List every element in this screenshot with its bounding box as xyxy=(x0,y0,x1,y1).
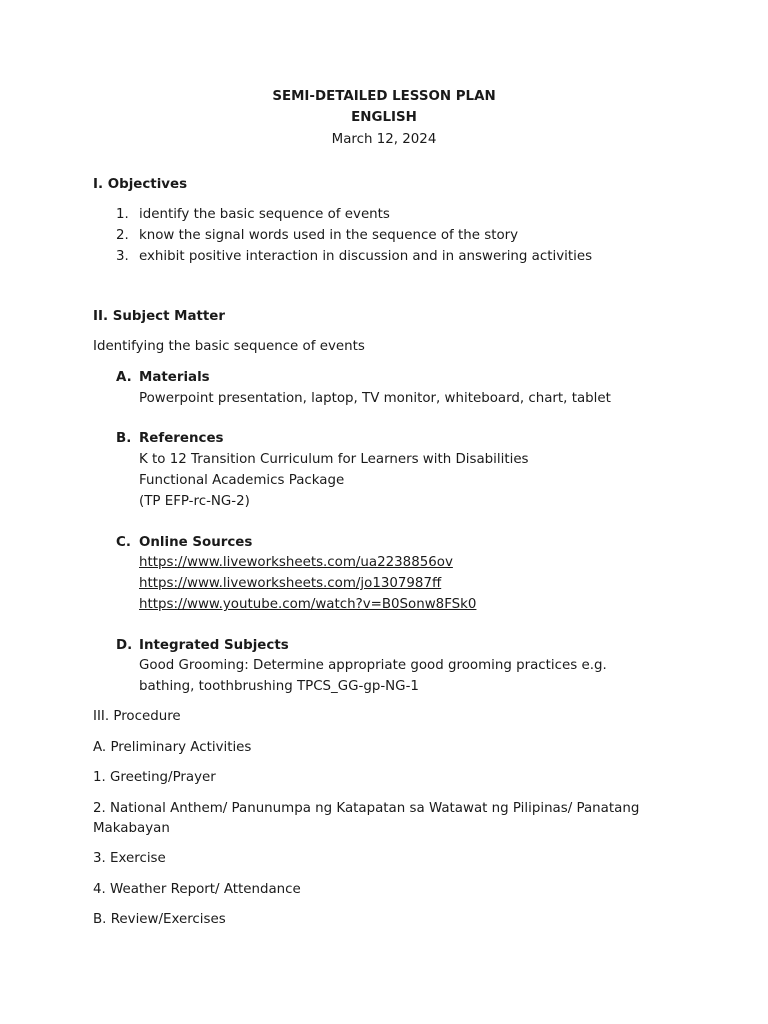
reference-line: K to 12 Transition Curriculum for Learners with Disabilities xyxy=(139,452,529,467)
reference-line: Functional Academics Package xyxy=(139,473,345,488)
objective-number: 1. xyxy=(116,207,129,222)
objective-item: identify the basic sequence of events xyxy=(139,207,390,222)
references-label: References xyxy=(139,431,224,446)
objective-number: 2. xyxy=(116,228,129,243)
subject-topic: Identifying the basic sequence of events xyxy=(93,339,365,354)
objective-number: 3. xyxy=(116,249,129,264)
references-letter: B. xyxy=(116,431,132,446)
document-date: March 12, 2024 xyxy=(331,132,437,147)
preliminary-activities: A. Preliminary Activities xyxy=(93,740,252,755)
materials-text: Powerpoint presentation, laptop, TV monitor, whiteboard, chart, tablet xyxy=(139,391,611,406)
procedure-step: 4. Weather Report/ Attendance xyxy=(93,882,301,897)
online-source-link[interactable]: https://www.youtube.com/watch?v=B0Sonw8FSk0 xyxy=(139,597,477,612)
integrated-line: Good Grooming: Determine appropriate good grooming practices e.g. xyxy=(139,658,607,673)
objectives-heading: I. Objectives xyxy=(93,177,188,192)
document-title: SEMI-DETAILED LESSON PLAN xyxy=(272,89,496,104)
online-sources-letter: C. xyxy=(116,535,131,550)
integrated-label: Integrated Subjects xyxy=(139,638,289,653)
integrated-line: bathing, toothbrushing TPCS_GG-gp-NG-1 xyxy=(139,679,419,694)
procedure-step: 1. Greeting/Prayer xyxy=(93,770,216,785)
objective-item: know the signal words used in the sequence of the story xyxy=(139,228,519,243)
online-source-link[interactable]: https://www.liveworksheets.com/jo1307987ff xyxy=(139,576,442,591)
procedure-step: 3. Exercise xyxy=(93,851,166,866)
materials-label: Materials xyxy=(139,370,210,385)
review-exercises: B. Review/Exercises xyxy=(93,912,226,927)
materials-letter: A. xyxy=(116,370,132,385)
subject-matter-heading: II. Subject Matter xyxy=(93,309,225,324)
procedure-step: Makabayan xyxy=(93,821,170,836)
integrated-letter: D. xyxy=(116,638,133,653)
reference-line: (TP EFP-rc-NG-2) xyxy=(139,494,250,509)
objective-item: exhibit positive interaction in discussion and in answering activities xyxy=(139,249,593,264)
online-source-link[interactable]: https://www.liveworksheets.com/ua2238856ov xyxy=(139,555,453,570)
online-sources-label: Online Sources xyxy=(139,535,253,550)
procedure-heading: III. Procedure xyxy=(93,709,181,724)
procedure-step: 2. National Anthem/ Panunumpa ng Katapatan sa Watawat ng Pilipinas/ Panatang xyxy=(93,801,640,816)
document-subject: ENGLISH xyxy=(351,110,417,125)
